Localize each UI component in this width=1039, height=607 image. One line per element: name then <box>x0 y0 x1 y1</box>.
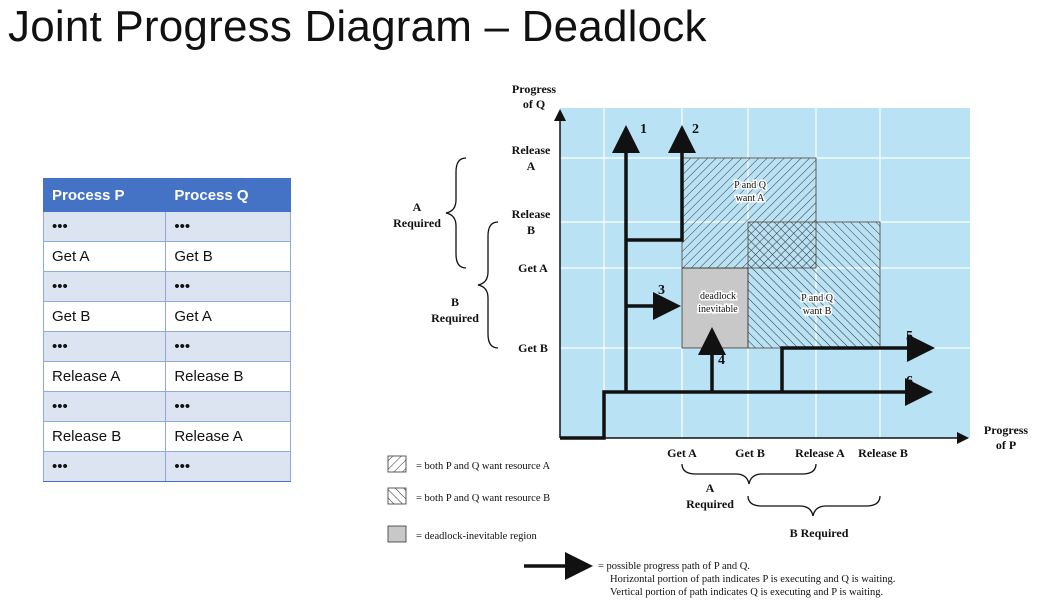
cell-p: Get A <box>44 242 166 272</box>
legend-path-3: Vertical portion of path indicates Q is executing and P is waiting. <box>610 587 884 598</box>
cell-q: ••• <box>166 332 291 362</box>
x-axis-label-2: of P <box>995 438 1017 452</box>
a-required-label-1: A <box>412 200 422 214</box>
x-tick-get-b: Get B <box>735 446 765 460</box>
region-want-b <box>748 222 880 348</box>
header-process-p: Process P <box>44 179 166 212</box>
x-tick-release-b: Release B <box>858 446 908 460</box>
x-b-required-brace <box>748 496 880 516</box>
legend-want-a: = both P and Q want resource A <box>416 461 551 472</box>
header-process-q: Process Q <box>166 179 291 212</box>
legend-swatch-want-a <box>388 456 406 472</box>
y-axis-label-2: of Q <box>522 97 546 111</box>
cell-q: ••• <box>166 272 291 302</box>
cell-p: ••• <box>44 272 166 302</box>
x-axis-label-1: Progress <box>983 423 1029 437</box>
path-label-5: 5 <box>906 329 913 344</box>
page-title: Joint Progress Diagram – Deadlock <box>8 2 707 51</box>
legend-path-1: = possible progress path of P and Q. <box>598 561 750 572</box>
deadlock-label-1: deadlock <box>699 291 737 302</box>
a-required-label-2: Required <box>393 216 441 230</box>
y-tick-get-b: Get B <box>518 341 548 355</box>
y-tick-release-a-2: A <box>526 159 536 173</box>
x-a-required-label-2: Required <box>686 497 734 511</box>
y-tick-release-b-2: B <box>526 223 536 237</box>
cell-p: ••• <box>44 332 166 362</box>
cell-q: ••• <box>166 392 291 422</box>
cell-q: ••• <box>166 212 291 242</box>
x-a-required-brace <box>682 464 816 484</box>
x-tick-get-a: Get A <box>667 446 697 460</box>
b-required-brace <box>478 222 498 348</box>
x-b-required-label: B Required <box>789 526 849 540</box>
cell-p: Release B <box>44 422 166 452</box>
path-label-3: 3 <box>658 283 665 298</box>
want-a-label-2: want A <box>735 193 765 204</box>
path-label-4: 4 <box>718 353 725 368</box>
deadlock-label-2: inevitable <box>698 304 738 315</box>
legend-deadlock: = deadlock-inevitable region <box>416 531 537 542</box>
legend-swatch-deadlock <box>388 526 406 542</box>
want-b-label-1: P and Q <box>801 293 833 304</box>
y-tick-release-a-1: Release <box>511 143 551 157</box>
cell-q: ••• <box>166 452 291 482</box>
cell-p: Release A <box>44 362 166 392</box>
cell-p: Get B <box>44 302 166 332</box>
cell-q: Get B <box>166 242 291 272</box>
cell-q: Release A <box>166 422 291 452</box>
path-label-6: 6 <box>906 374 913 389</box>
b-required-label-2: Required <box>431 311 479 325</box>
legend-path-2: Horizontal portion of path indicates P is executing and Q is waiting. <box>610 574 896 585</box>
want-a-label-1: P and Q <box>734 180 766 191</box>
cell-p: ••• <box>44 452 166 482</box>
x-tick-release-a: Release A <box>795 446 845 460</box>
legend-want-b: = both P and Q want resource B <box>416 493 551 504</box>
y-axis-label-1: Progress <box>511 82 557 96</box>
y-tick-release-b-1: Release <box>511 207 551 221</box>
legend-swatch-want-b <box>388 488 406 504</box>
cell-p: ••• <box>44 212 166 242</box>
path-label-1: 1 <box>640 122 647 137</box>
b-required-label-1: B <box>450 295 460 309</box>
a-required-brace <box>446 158 466 268</box>
x-a-required-label-1: A <box>705 481 715 495</box>
path-label-2: 2 <box>692 122 699 137</box>
want-b-label-2: want B <box>802 306 832 317</box>
cell-q: Get A <box>166 302 291 332</box>
cell-q: Release B <box>166 362 291 392</box>
cell-p: ••• <box>44 392 166 422</box>
y-tick-get-a: Get A <box>518 261 548 275</box>
